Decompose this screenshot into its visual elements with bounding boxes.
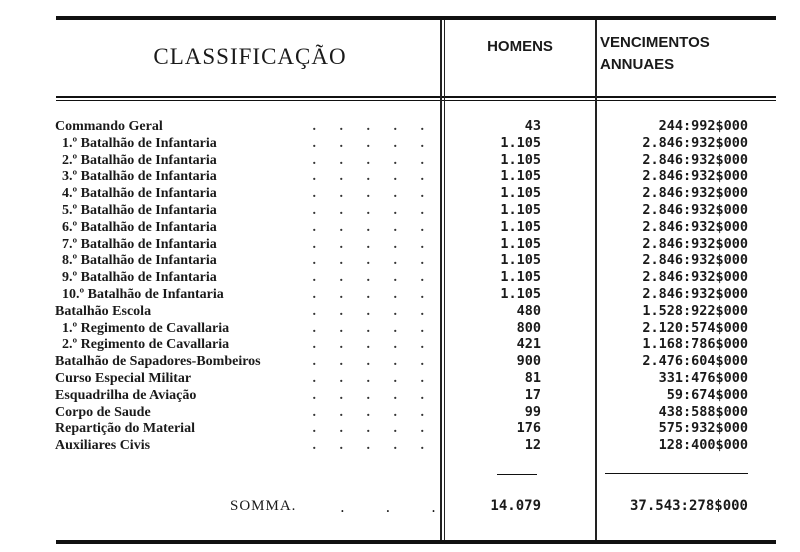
dot-leader: . . . . . bbox=[312, 186, 434, 202]
row-vencimentos: 331:476$000 bbox=[658, 370, 748, 386]
header-vencimentos bbox=[600, 32, 710, 76]
row-label: 3.º Batalhão de Infantaria bbox=[62, 169, 217, 185]
dot-leader: . . . bbox=[340, 498, 454, 516]
row-homens: 99 bbox=[524, 403, 541, 420]
subtotal-rule-homens bbox=[497, 474, 537, 475]
table-row bbox=[0, 370, 800, 387]
row-homens: 900 bbox=[516, 353, 541, 370]
dot-leader: . . . . . bbox=[312, 236, 434, 252]
row-vencimentos: 2.846:932$000 bbox=[642, 218, 748, 235]
dot-leader: . . . . . bbox=[312, 404, 434, 420]
dot-leader: . . . . . bbox=[312, 169, 434, 185]
row-vencimentos: 2.846:932$000 bbox=[642, 202, 748, 218]
row-vencimentos: 2.846:932$000 bbox=[642, 185, 748, 202]
dot-leader: . . . . . bbox=[312, 387, 434, 403]
row-homens: 17 bbox=[524, 386, 541, 403]
table-row bbox=[0, 185, 800, 202]
row-homens: 1.105 bbox=[500, 185, 541, 202]
dot-leader: . . . . . bbox=[312, 287, 434, 302]
row-label: 2.º Regimento de Cavallaria bbox=[62, 337, 230, 353]
dot-leader: . . . . . bbox=[312, 354, 434, 370]
row-homens: 43 bbox=[524, 118, 541, 134]
row-label: 4.º Batalhão de Infantaria bbox=[62, 186, 217, 202]
table-row bbox=[0, 135, 800, 152]
row-vencimentos: 128:400$000 bbox=[658, 437, 748, 454]
table-row bbox=[0, 420, 800, 437]
row-vencimentos: 2.846:932$000 bbox=[642, 151, 748, 168]
row-homens: 1.105 bbox=[500, 151, 541, 168]
row-label: 1.º Regimento de Cavallaria bbox=[62, 320, 230, 336]
table-row bbox=[0, 387, 800, 404]
dot-leader: . . . . . bbox=[312, 135, 434, 151]
subtotal-rule-vencimentos bbox=[605, 473, 748, 474]
table-row bbox=[0, 286, 800, 303]
table-row bbox=[0, 236, 800, 253]
row-homens: 12 bbox=[524, 437, 541, 454]
dot-leader: . . . . . bbox=[312, 320, 434, 336]
table-row bbox=[0, 219, 800, 236]
dot-leader: . . . . . bbox=[312, 303, 434, 319]
row-label: 1.º Batalhão de Infantaria bbox=[62, 135, 217, 151]
row-homens: 1.105 bbox=[500, 235, 541, 252]
dot-leader: . . . . . bbox=[312, 337, 434, 353]
row-label: 7.º Batalhão de Infantaria bbox=[62, 236, 217, 252]
row-vencimentos: 59:674$000 bbox=[666, 386, 748, 403]
table-row bbox=[0, 202, 800, 219]
row-homens: 800 bbox=[516, 319, 541, 336]
row-vencimentos: 438:588$000 bbox=[658, 403, 748, 420]
row-label: Batalhão de Sapadores-Bombeiros bbox=[55, 354, 261, 370]
row-homens: 81 bbox=[524, 370, 541, 386]
row-homens: 480 bbox=[516, 302, 541, 319]
row-vencimentos: 2.476:604$000 bbox=[642, 353, 748, 370]
header-rule bbox=[56, 96, 776, 98]
dot-leader: . . . . . bbox=[312, 152, 434, 168]
dot-leader: . . . . . bbox=[312, 219, 434, 235]
row-label: 9.º Batalhão de Infantaria bbox=[62, 270, 217, 286]
row-label: Esquadrilha de Aviação bbox=[55, 387, 197, 403]
row-label: Corpo de Saude bbox=[55, 404, 151, 420]
row-vencimentos: 1.168:786$000 bbox=[642, 336, 748, 353]
dot-leader: . . . . . bbox=[312, 203, 434, 218]
header-rule-2 bbox=[56, 100, 776, 101]
row-label: 6.º Batalhão de Infantaria bbox=[62, 219, 217, 235]
header-vencimentos-line1: VENCIMENTOS bbox=[600, 34, 710, 51]
dot-leader: . . . . . bbox=[312, 421, 434, 437]
row-homens: 1.105 bbox=[500, 134, 541, 151]
table-row bbox=[0, 118, 800, 135]
row-vencimentos: 2.846:932$000 bbox=[642, 252, 748, 269]
dot-leader: . . . . . bbox=[312, 371, 434, 386]
row-label: 5.º Batalhão de Infantaria bbox=[62, 203, 217, 218]
total-homens: 14.079 bbox=[490, 498, 541, 514]
row-homens: 421 bbox=[516, 336, 541, 353]
table-row bbox=[0, 168, 800, 185]
row-label: Auxiliares Civis bbox=[55, 438, 151, 454]
row-label: 2.º Batalhão de Infantaria bbox=[62, 152, 217, 168]
row-vencimentos: 2.846:932$000 bbox=[642, 235, 748, 252]
table-row bbox=[0, 336, 800, 353]
dot-leader: . . . . . bbox=[312, 438, 434, 454]
table-row bbox=[0, 152, 800, 169]
row-homens: 1.105 bbox=[500, 269, 541, 286]
table-row bbox=[0, 353, 800, 370]
total-vencimentos: 37.543:278$000 bbox=[629, 498, 748, 514]
row-homens: 1.105 bbox=[500, 286, 541, 302]
row-vencimentos: 2.846:932$000 bbox=[642, 269, 748, 286]
row-homens: 1.105 bbox=[500, 218, 541, 235]
table-row bbox=[0, 404, 800, 421]
header-homens: HOMENS bbox=[487, 38, 553, 55]
row-vencimentos: 2.846:932$000 bbox=[642, 134, 748, 151]
row-homens: 1.105 bbox=[500, 168, 541, 185]
row-label: Curso Especial Militar bbox=[55, 371, 192, 386]
row-homens: 1.105 bbox=[500, 252, 541, 269]
total-label: SOMMA. bbox=[230, 498, 297, 514]
bottom-rule bbox=[56, 540, 776, 544]
row-vencimentos: 244:992$000 bbox=[658, 118, 748, 134]
row-label: Commando Geral bbox=[55, 119, 163, 134]
row-vencimentos: 2.120:574$000 bbox=[642, 319, 748, 336]
row-vencimentos: 2.846:932$000 bbox=[642, 168, 748, 185]
header-classificacao: CLASSIFICAÇÃO bbox=[153, 44, 347, 69]
table-row bbox=[0, 269, 800, 286]
table-row bbox=[0, 303, 800, 320]
dot-leader: . . . . . bbox=[312, 253, 434, 269]
row-label: 8.º Batalhão de Infantaria bbox=[62, 253, 217, 269]
row-label: Repartição do Material bbox=[55, 421, 195, 437]
table-row bbox=[0, 320, 800, 337]
row-homens: 176 bbox=[516, 420, 541, 437]
row-label: Batalhão Escola bbox=[55, 303, 152, 319]
table-row bbox=[0, 252, 800, 269]
dot-leader: . . . . . bbox=[312, 270, 434, 286]
row-vencimentos: 2.846:932$000 bbox=[642, 286, 748, 302]
header-vencimentos-line2: ANNUAES bbox=[600, 56, 675, 73]
dot-leader: . . . . . bbox=[312, 119, 434, 134]
row-homens: 1.105 bbox=[500, 202, 541, 218]
top-rule bbox=[56, 16, 776, 20]
row-vencimentos: 575:932$000 bbox=[658, 420, 748, 437]
table-row bbox=[0, 437, 800, 454]
row-vencimentos: 1.528:922$000 bbox=[642, 302, 748, 319]
row-label: 10.º Batalhão de Infantaria bbox=[62, 287, 224, 302]
